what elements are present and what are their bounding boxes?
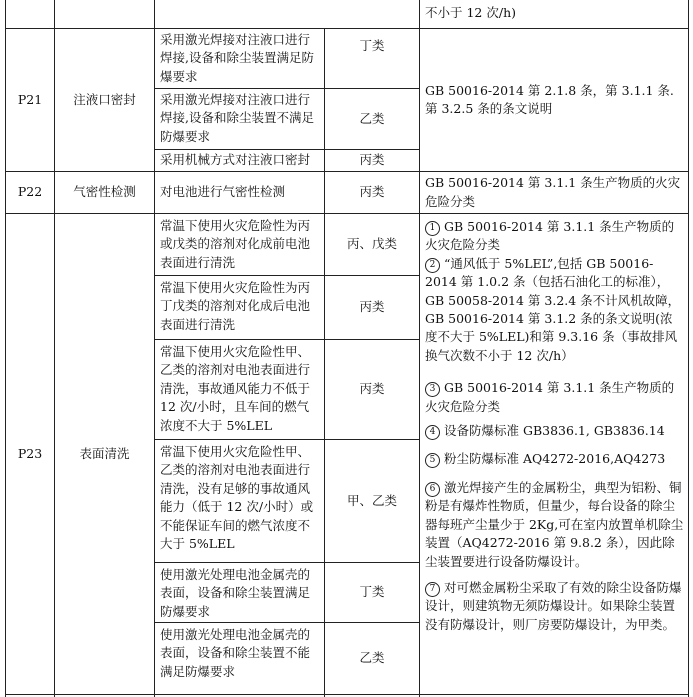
class-text: 乙类 <box>359 650 385 666</box>
row-id-p22 <box>6 172 54 213</box>
basis-cell-p23 <box>420 218 688 694</box>
class-text: 丙类 <box>359 184 385 200</box>
basis-cell-p21 <box>420 29 688 171</box>
process-name-p23 <box>55 214 154 694</box>
process-name-p22 <box>55 172 154 213</box>
process-name-p21 <box>55 29 154 171</box>
note-text: 激光焊接产生的金属粉尘，典型为铝粉、铜粉是有爆炸性物质，但量少，每台设备的除尘器每班产尘量少于 2Kg,可在室内放置单机除尘装置（AQ4272-2016 第 9.8.2 条），因此除尘装置要进行设备防爆设计。 <box>425 479 684 569</box>
class-text: 甲、乙类 <box>346 492 397 508</box>
condition-cell <box>155 91 324 149</box>
note-item <box>425 450 684 468</box>
grid-line <box>688 0 689 697</box>
class-cell <box>325 623 419 694</box>
condition-cell <box>155 443 324 562</box>
note-text: 设备防爆标准 GB3836.1, GB3836.14 <box>444 423 665 439</box>
class-cell <box>325 89 419 149</box>
class-cell <box>325 563 419 622</box>
circled-number: 1 <box>425 221 440 236</box>
condition-text: 采用激光焊接对注液口进行焊接,设备和除尘装置满足防爆要求 <box>160 32 314 84</box>
class-cell <box>325 172 419 213</box>
row-id-p21 <box>6 29 54 171</box>
class-cell <box>325 150 419 171</box>
condition-text: 使用激光处理电池金属壳的表面，设备和除尘装置满足防爆要求 <box>160 567 311 619</box>
class-text: 丙类 <box>359 299 385 315</box>
row-id-text: P21 <box>17 91 43 107</box>
process-text: 表面清洗 <box>79 445 130 461</box>
class-cell <box>325 29 419 63</box>
class-text: 丁类 <box>359 37 385 53</box>
condition-text: 对电池进行气密性检测 <box>160 184 286 200</box>
class-cell <box>325 440 419 562</box>
class-text: 丙、戊类 <box>346 236 397 252</box>
note-text: 对可燃金属粉尘采取了有效的除尘设备防爆设计，则建筑物无须防爆设计。如果除尘装置没有防爆设计，则厂房要防爆设计，为甲类。 <box>425 579 682 632</box>
condition-cell <box>155 172 324 213</box>
note-text: 粉尘防爆标准 AQ4272-2016,AQ4273 <box>444 451 666 467</box>
note-item <box>425 255 684 365</box>
basis-cell-top <box>420 4 688 26</box>
condition-cell <box>155 217 324 275</box>
condition-cell <box>155 279 324 339</box>
note-item <box>425 422 684 440</box>
note-item <box>425 479 684 571</box>
class-text: 乙类 <box>359 110 385 126</box>
condition-text: 常温下使用火灾危险性为丙丁戊类的溶剂对化成后电池表面进行清洗 <box>160 280 311 332</box>
condition-text: 采用激光焊接对注液口进行焊接,设备和除尘装置不满足防爆要求 <box>160 92 314 144</box>
class-cell <box>325 276 419 339</box>
condition-text: 采用机械方式对注液口密封 <box>160 152 311 168</box>
basis-cell-p22 <box>420 172 688 213</box>
class-text: 丙类 <box>359 381 385 397</box>
row-id-text: P23 <box>17 445 43 461</box>
condition-cell <box>155 626 324 694</box>
circled-number: 3 <box>425 382 440 397</box>
condition-cell <box>155 31 324 88</box>
condition-text: 使用激光处理电池金属壳的表面，设备和除尘装置不能满足防爆要求 <box>160 627 311 679</box>
basis-text: 不小于 12 次/h) <box>425 5 516 20</box>
condition-text: 常温下使用火灾危险性甲、乙类的溶剂对电池表面进行清洗，事故通风能力不低于 12 次/小时，且车间的燃气浓度不大于 5%LEL <box>160 344 311 433</box>
condition-text: 常温下使用火灾危险性甲、乙类的溶剂对电池表面进行清洗，没有足够的事故通风能力（低于 12 次/小时）或不能保证车间的燃气浓度不大于 5%LEL <box>160 444 314 552</box>
basis-text: GB 50016-2014 第 2.1.8 条，第 3.1.1 条. 第 3.2.5 条的条文说明 <box>425 82 674 116</box>
class-text: 丙类 <box>359 152 385 168</box>
note-text: GB 50016-2014 第 3.1.1 条生产物质的火灾危险分类 <box>425 380 675 414</box>
circled-number: 4 <box>425 425 440 440</box>
class-cell <box>325 214 419 275</box>
condition-cell <box>155 150 324 171</box>
note-item <box>425 579 684 634</box>
row-id-text: P22 <box>17 184 43 200</box>
circled-number: 6 <box>425 482 440 497</box>
note-text: “通风低于 5%LEL”,包括 GB 50016-2014 第 1.0.2 条（包括石油化工的标准），GB 50058-2014 第 3.2.4 条不计风机故障， GB 50016-2014 第 3.1.2 条的条文说明(浓度不大于 5%LEL)和第 9.3.16 条（事故排风换气次数不小于 12 次/h） <box>425 255 681 363</box>
note-item <box>425 379 684 416</box>
basis-text: GB 50016-2014 第 3.1.1 条生产物质的火灾危险分类 <box>425 175 681 209</box>
class-cell <box>325 340 419 439</box>
condition-cell <box>155 566 324 622</box>
condition-text: 常温下使用火灾危险性为丙或戊类的溶剂对化成前电池表面进行清洗 <box>160 218 311 270</box>
note-text: GB 50016-2014 第 3.1.1 条生产物质的火灾危险分类 <box>425 219 675 253</box>
circled-number: 7 <box>425 582 440 597</box>
circled-number: 5 <box>425 453 440 468</box>
process-text: 气密性检测 <box>73 184 136 200</box>
condition-cell <box>155 343 324 439</box>
note-item <box>425 218 684 255</box>
class-text: 丁类 <box>359 584 385 600</box>
row-id-p23 <box>6 214 54 694</box>
process-text: 注液口密封 <box>73 91 136 107</box>
grid-line <box>5 694 689 695</box>
circled-number: 2 <box>425 258 440 273</box>
